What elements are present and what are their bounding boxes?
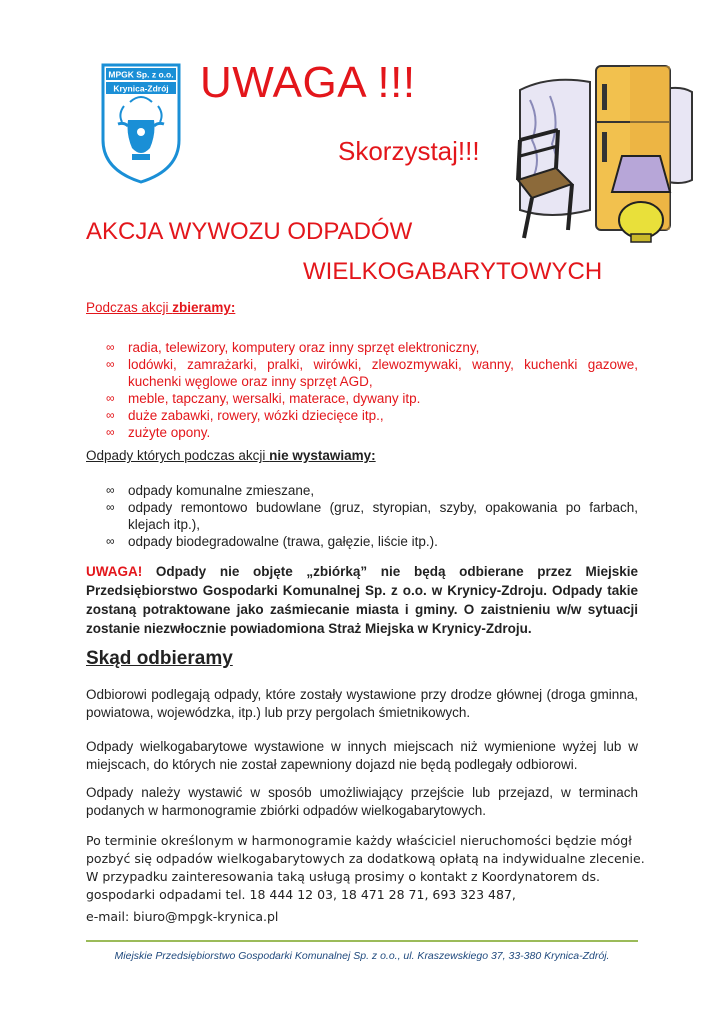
collect-label-bold: zbieramy: [172,300,236,315]
warning-paragraph [86,562,638,638]
section-title-where: Skąd odbieramy [86,648,233,669]
exclude-list [106,482,638,550]
logo-line1: MPGK Sp. z o.o. [108,69,174,80]
page-title: UWAGA !!! [200,58,416,107]
where-paragraph-3: Odpady należy wystawić w sposób umożliwiający przejście lub przejazd, w terminach podanych w harmonogramie zbiórki odpadów wielkogabarytowych. [86,785,638,818]
bullet-icon: ∞ [106,391,115,405]
warning-lead: UWAGA! [86,564,143,579]
footer-address: Miejskie Przedsiębiorstwo Gospodarki Komunalnej Sp. z o.o., ul. Kraszewskiego 37, 33-380 Krynica-Zdrój. [114,950,610,962]
collect-label-prefix: Podczas akcji [86,300,173,315]
list-item: ∞ odpady remontowo budowlane (gruz, styropian, szyby, opakowania po farbach, klejach itp.), [106,500,638,532]
collect-label [86,300,235,315]
bullet-icon: ∞ [106,340,115,354]
list-item: ∞ zużyte opony. [106,425,211,440]
exclude-label [86,448,376,463]
where-paragraph-1: Odbiorowi podlegają odpady, które zostały wystawione przy drodze głównej (droga gminna, powiatowa, wojewódzka, itp.) lub przy pergolach śmietnikowych. [86,687,638,720]
warning-text: Odpady nie objęte „zbiórką” nie będą odbierane przez Miejskie Przedsiębiorstwo Gospodarki Komunalnej Sp. z o.o. w Krynicy-Zdroju. Odpady takie zostaną potraktowane jako zaśmiecanie miasta i gminy. O zaistnieniu w/w sytuacji zostanie niezwłocznie powiadomiona Straż Miejska w Krynicy-Zdroju. [86,564,638,636]
collect-list [106,339,638,441]
list-item: ∞ radia, telewizory, komputery oraz inny sprzęt elektroniczny, [106,340,480,355]
note-paragraph-1: Po terminie określonym w harmonogramie każdy właściciel nieruchomości będzie mógł pozbyć się odpadów wielkogabarytowych za dodatkową opłatą na indywidualne zlecenie. [86,833,645,866]
heading-line2: WIELKOGABARYTOWYCH [303,258,603,285]
exclude-label-prefix: Odpady których podczas akcji [86,448,270,463]
list-item: ∞ duże zabawki, rowery, wózki dziecięce itp., [106,408,384,423]
bullet-icon: ∞ [106,483,115,497]
list-item: ∞ meble, tapczany, wersalki, materace, dywany itp. [106,391,421,406]
logo-line2: Krynica-Zdrój [113,83,169,94]
mpgk-logo [100,62,182,184]
bullet-icon: ∞ [106,357,115,371]
furniture-illustration [510,60,704,244]
bullet-icon: ∞ [106,425,115,439]
bullet-icon: ∞ [106,408,115,422]
list-item: ∞ odpady komunalne zmieszane, [106,483,315,498]
note-paragraph-2: W przypadku zainteresowania taką usługą prosimy o kontakt z Koordynatorem ds. gospodarki odpadami tel. 18 444 12 03, 18 471 28 71, 693 323 487, [86,869,600,902]
list-item: ∞ odpady biodegradowalne (trawa, gałęzie, liście itp.). [106,534,438,549]
heading-line1: AKCJA WYWOZU ODPADÓW [86,218,413,245]
where-paragraph-2: Odpady wielkogabarytowe wystawione w innych miejscach niż wymienione wyżej lub w miejscach, do których nie został zapewniony dojazd nie będą podlegały odbiorowi. [86,739,638,772]
list-item: ∞ lodówki, zamrażarki, pralki, wirówki, zlewozmywaki, wanny, kuchenki gazowe, kuchenki węglowe oraz inny sprzęt AGD, [106,357,638,389]
contact-email: e-mail: biuro@mpgk-krynica.pl [86,909,279,924]
exclude-label-bold: nie wystawiamy: [269,448,376,463]
footer-divider [86,940,638,942]
bullet-icon: ∞ [106,534,115,548]
page-subtitle: Skorzystaj!!! [338,136,480,166]
bullet-icon: ∞ [106,500,115,514]
